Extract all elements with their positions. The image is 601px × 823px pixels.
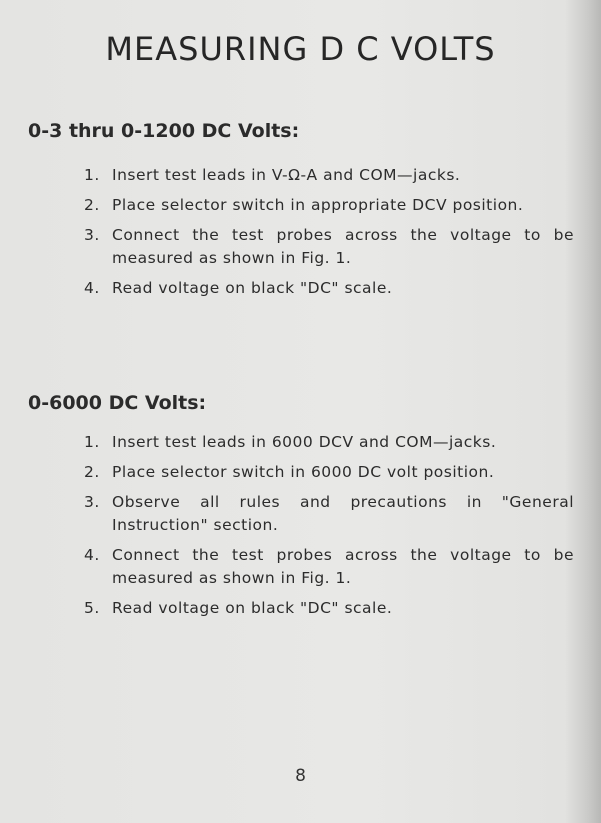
step-text: Connect the test probes across the voltage to be measured as shown in Fig. 1. [112, 226, 574, 267]
step-text: Insert test leads in V-Ω-A and COM—jacks. [112, 166, 461, 184]
step-number: 5. [84, 599, 100, 617]
step-number: 2. [84, 196, 100, 214]
step-item [84, 224, 574, 270]
step-item [84, 491, 574, 537]
step-number: 1. [84, 433, 100, 451]
step-number: 3. [84, 226, 100, 244]
steps-list-dc-volts-6000 [84, 431, 574, 627]
step-item [84, 544, 574, 590]
step-text: Read voltage on black "DC" scale. [112, 599, 393, 617]
step-text: Place selector switch in 6000 DC volt position. [112, 463, 495, 481]
step-text: Place selector switch in appropriate DCV position. [112, 196, 524, 214]
step-item [84, 194, 574, 217]
step-item [84, 597, 574, 620]
step-text: Observe all rules and precautions in "General Instruction" section. [112, 493, 574, 534]
step-number: 1. [84, 166, 100, 184]
step-text: Read voltage on black "DC" scale. [112, 279, 393, 297]
section-heading-dc-volts-low: 0-3 thru 0-1200 DC Volts: [28, 120, 300, 142]
step-text: Insert test leads in 6000 DCV and COM—jacks. [112, 433, 497, 451]
steps-list-dc-volts-low [84, 164, 574, 307]
step-item [84, 164, 574, 187]
step-item [84, 277, 574, 300]
step-number: 3. [84, 493, 100, 511]
section-heading-dc-volts-6000: 0-6000 DC Volts: [28, 392, 207, 414]
page-number: 8 [295, 766, 306, 786]
step-number: 4. [84, 279, 100, 297]
step-item [84, 461, 574, 484]
step-number: 2. [84, 463, 100, 481]
page-title: MEASURING D C VOLTS [105, 30, 496, 68]
step-item [84, 431, 574, 454]
step-text: Connect the test probes across the voltage to be measured as shown in Fig. 1. [112, 546, 574, 587]
step-number: 4. [84, 546, 100, 564]
